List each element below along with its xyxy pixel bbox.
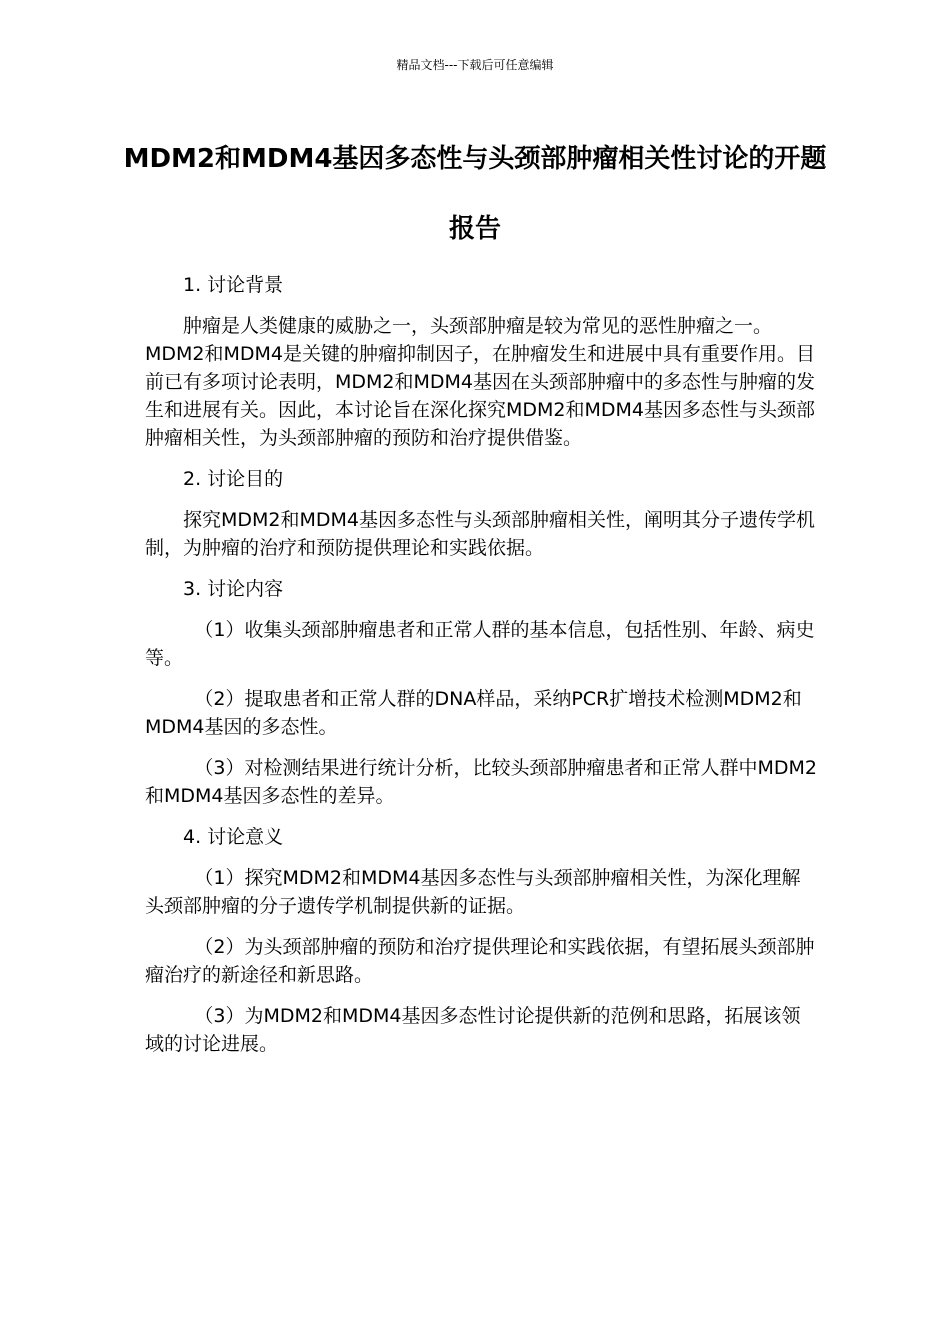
content-item: （1）收集头颈部肿瘤患者和正常人群的基本信息，包括性别、年龄、病史等。 [145, 619, 815, 669]
significance-item: （2）为头颈部肿瘤的预防和治疗提供理论和实践依据，有望拓展头颈部肿瘤治疗的新途径和新思路。 [145, 936, 815, 986]
background-paragraph: 肿瘤是人类健康的威胁之一，头颈部肿瘤是较为常见的恶性肿瘤之一。MDM2和MDM4是关键的肿瘤抑制因子，在肿瘤发生和进展中具有重要作用。目前已有多项讨论表明，MDM2和MDM4基因在头颈部肿瘤中的多态性与肿瘤的发生和进展有关。因此，本讨论旨在深化探究MDM2和MDM4基因多态性与头颈部肿瘤相关性，为头颈部肿瘤的预防和治疗提供借鉴。 [145, 315, 816, 449]
purpose-paragraph: 探究MDM2和MDM4基因多态性与头颈部肿瘤相关性，阐明其分子遗传学机制，为肿瘤的治疗和预防提供理论和实践依据。 [145, 509, 816, 559]
document-title: MDM2和MDM4基因多态性与头颈部肿瘤相关性讨论的开题报告 [123, 144, 827, 244]
section-heading-content: 3. 讨论内容 [183, 578, 284, 600]
content-item: （3）对检测结果进行统计分析，比较头颈部肿瘤患者和正常人群中MDM2和MDM4基因多态性的差异。 [145, 757, 817, 807]
document-body [145, 271, 817, 1071]
header-note: 精品文档---下载后可任意编辑 [396, 58, 554, 72]
section-heading-background: 1. 讨论背景 [183, 274, 284, 296]
content-item: （2）提取患者和正常人群的DNA样品，采纳PCR扩增技术检测MDM2和MDM4基因的多态性。 [145, 688, 802, 738]
section-heading-significance: 4. 讨论意义 [183, 826, 284, 848]
significance-item: （1）探究MDM2和MDM4基因多态性与头颈部肿瘤相关性，为深化理解头颈部肿瘤的分子遗传学机制提供新的证据。 [145, 867, 801, 917]
section-heading-purpose: 2. 讨论目的 [183, 468, 284, 490]
significance-item: （3）为MDM2和MDM4基因多态性讨论提供新的范例和思路，拓展该领域的讨论进展。 [145, 1005, 801, 1055]
